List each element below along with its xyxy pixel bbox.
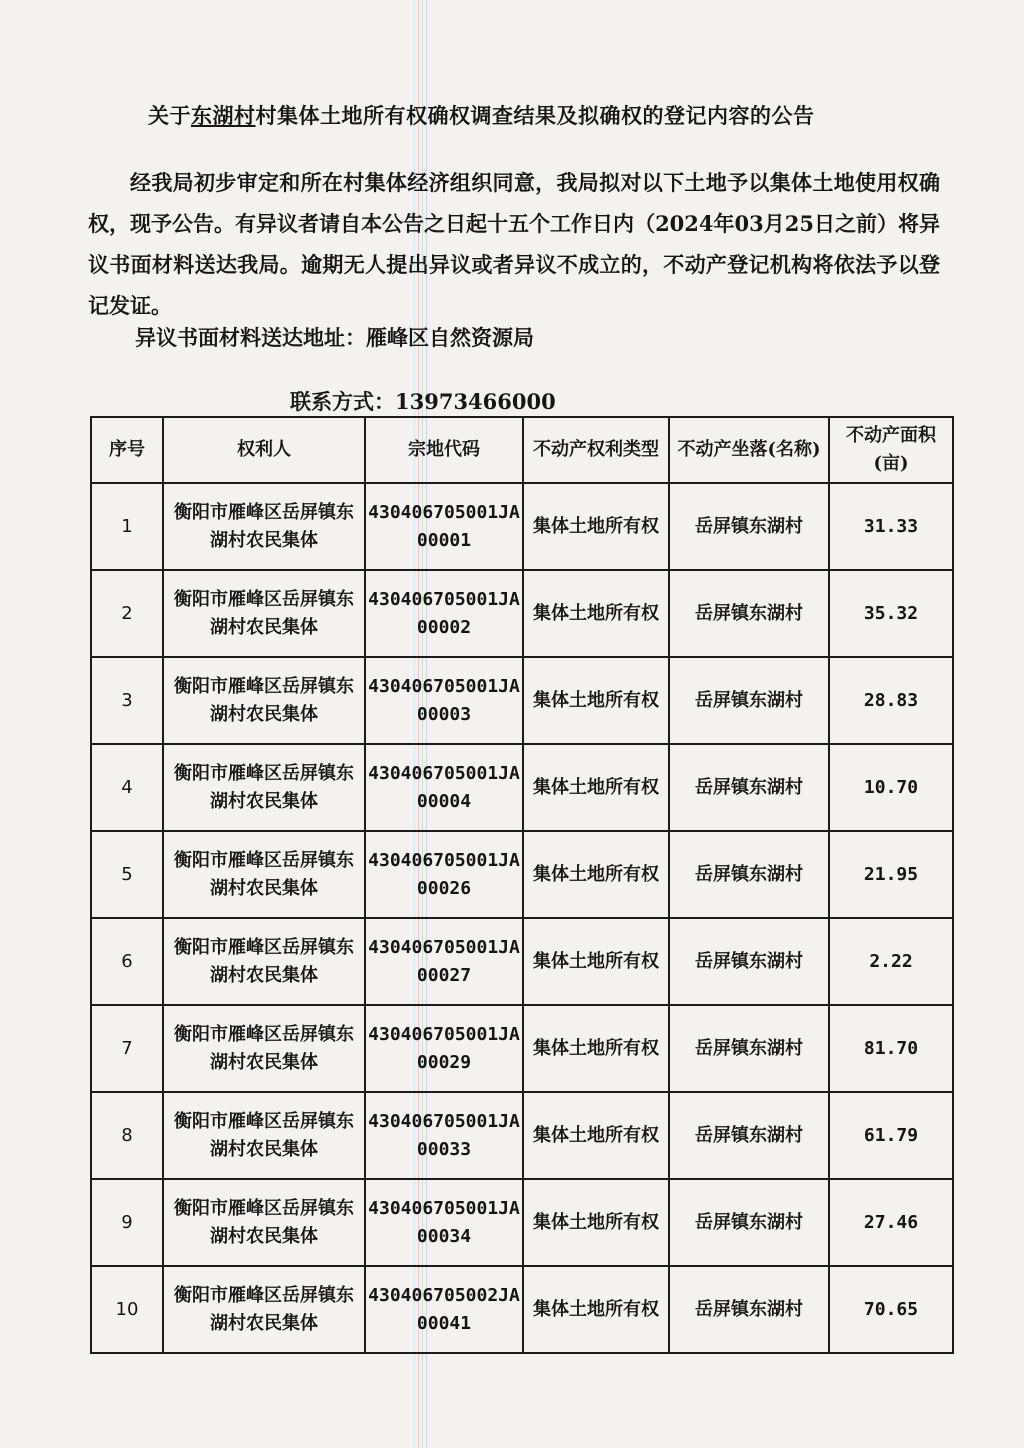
- header-owner: 权利人: [163, 417, 365, 483]
- row-index: 7: [91, 1005, 163, 1092]
- row-location: 岳屏镇东湖村: [669, 570, 829, 657]
- row-location: 岳屏镇东湖村: [669, 918, 829, 1005]
- header-right-type: 不动产权利类型: [523, 417, 669, 483]
- table-row: [91, 570, 953, 657]
- header-parcel-code: 宗地代码: [365, 417, 523, 483]
- row-area: 2.22: [829, 918, 953, 1005]
- row-owner: 衡阳市雁峰区岳屏镇东湖村农民集体: [163, 918, 365, 1005]
- row-parcel-code: 430406705001JA00034: [365, 1179, 523, 1266]
- row-right-type: 集体土地所有权: [523, 744, 669, 831]
- row-area: 21.95: [829, 831, 953, 918]
- row-location: 岳屏镇东湖村: [669, 657, 829, 744]
- table-row: [91, 1092, 953, 1179]
- header-index: 序号: [91, 417, 163, 483]
- row-parcel-code: 430406705001JA00033: [365, 1092, 523, 1179]
- row-right-type: 集体土地所有权: [523, 657, 669, 744]
- row-owner: 衡阳市雁峰区岳屏镇东湖村农民集体: [163, 1092, 365, 1179]
- row-right-type: 集体土地所有权: [523, 1266, 669, 1353]
- row-location: 岳屏镇东湖村: [669, 1092, 829, 1179]
- row-area: 10.70: [829, 744, 953, 831]
- row-index: 5: [91, 831, 163, 918]
- row-area: 28.83: [829, 657, 953, 744]
- row-location: 岳屏镇东湖村: [669, 1266, 829, 1353]
- row-parcel-code: 430406705001JA00002: [365, 570, 523, 657]
- title-village: 东湖村: [191, 103, 256, 128]
- row-location: 岳屏镇东湖村: [669, 1005, 829, 1092]
- row-parcel-code: 430406705001JA00003: [365, 657, 523, 744]
- row-right-type: 集体土地所有权: [523, 483, 669, 570]
- row-location: 岳屏镇东湖村: [669, 831, 829, 918]
- row-index: 10: [91, 1266, 163, 1353]
- title-suffix: 村集体土地所有权确权调查结果及拟确权的登记内容的公告: [255, 103, 815, 128]
- table-row: [91, 1266, 953, 1353]
- row-index: 2: [91, 570, 163, 657]
- row-index: 1: [91, 483, 163, 570]
- row-parcel-code: 430406705001JA00029: [365, 1005, 523, 1092]
- row-area: 35.32: [829, 570, 953, 657]
- title-prefix: 关于: [148, 103, 191, 128]
- table-body: [91, 483, 953, 1353]
- table-header-row: [91, 417, 953, 483]
- row-parcel-code: 430406705001JA00004: [365, 744, 523, 831]
- table-row: [91, 744, 953, 831]
- row-right-type: 集体土地所有权: [523, 1179, 669, 1266]
- row-index: 8: [91, 1092, 163, 1179]
- objection-address: 异议书面材料送达地址：雁峰区自然资源局: [135, 325, 534, 350]
- row-owner: 衡阳市雁峰区岳屏镇东湖村农民集体: [163, 744, 365, 831]
- row-owner: 衡阳市雁峰区岳屏镇东湖村农民集体: [163, 657, 365, 744]
- table-row: [91, 1005, 953, 1092]
- header-area: 不动产面积(亩): [829, 417, 953, 483]
- row-parcel-code: 430406705001JA00027: [365, 918, 523, 1005]
- row-right-type: 集体土地所有权: [523, 1092, 669, 1179]
- table-row: [91, 483, 953, 570]
- row-parcel-code: 430406705001JA00026: [365, 831, 523, 918]
- row-right-type: 集体土地所有权: [523, 831, 669, 918]
- land-registry-table: [90, 416, 954, 1354]
- row-owner: 衡阳市雁峰区岳屏镇东湖村农民集体: [163, 1179, 365, 1266]
- row-area: 70.65: [829, 1266, 953, 1353]
- row-location: 岳屏镇东湖村: [669, 1179, 829, 1266]
- row-owner: 衡阳市雁峰区岳屏镇东湖村农民集体: [163, 831, 365, 918]
- table-row: [91, 831, 953, 918]
- row-owner: 衡阳市雁峰区岳屏镇东湖村农民集体: [163, 570, 365, 657]
- row-owner: 衡阳市雁峰区岳屏镇东湖村农民集体: [163, 1266, 365, 1353]
- row-parcel-code: 430406705001JA00001: [365, 483, 523, 570]
- row-owner: 衡阳市雁峰区岳屏镇东湖村农民集体: [163, 483, 365, 570]
- row-area: 31.33: [829, 483, 953, 570]
- row-location: 岳屏镇东湖村: [669, 483, 829, 570]
- row-right-type: 集体土地所有权: [523, 918, 669, 1005]
- row-area: 27.46: [829, 1179, 953, 1266]
- header-location: 不动产坐落(名称): [669, 417, 829, 483]
- row-owner: 衡阳市雁峰区岳屏镇东湖村农民集体: [163, 1005, 365, 1092]
- row-index: 9: [91, 1179, 163, 1266]
- row-right-type: 集体土地所有权: [523, 1005, 669, 1092]
- row-index: 6: [91, 918, 163, 1005]
- contact-info: 联系方式：13973466000: [290, 389, 556, 414]
- table-row: [91, 1179, 953, 1266]
- table-row: [91, 918, 953, 1005]
- row-area: 81.70: [829, 1005, 953, 1092]
- row-index: 3: [91, 657, 163, 744]
- row-location: 岳屏镇东湖村: [669, 744, 829, 831]
- row-area: 61.79: [829, 1092, 953, 1179]
- row-index: 4: [91, 744, 163, 831]
- row-parcel-code: 430406705002JA00041: [365, 1266, 523, 1353]
- row-right-type: 集体土地所有权: [523, 570, 669, 657]
- table-row: [91, 657, 953, 744]
- notice-title: [148, 100, 908, 130]
- notice-paragraph: 经我局初步审定和所在村集体经济组织同意，我局拟对以下土地予以集体土地使用权确权，现予公告。有异议者请自本公告之日起十五个工作日内（2024年03月25日之前）将异议书面材料送达我局。逾期无人提出异议或者异议不成立的，不动产登记机构将依法予以登记发证。: [88, 170, 940, 318]
